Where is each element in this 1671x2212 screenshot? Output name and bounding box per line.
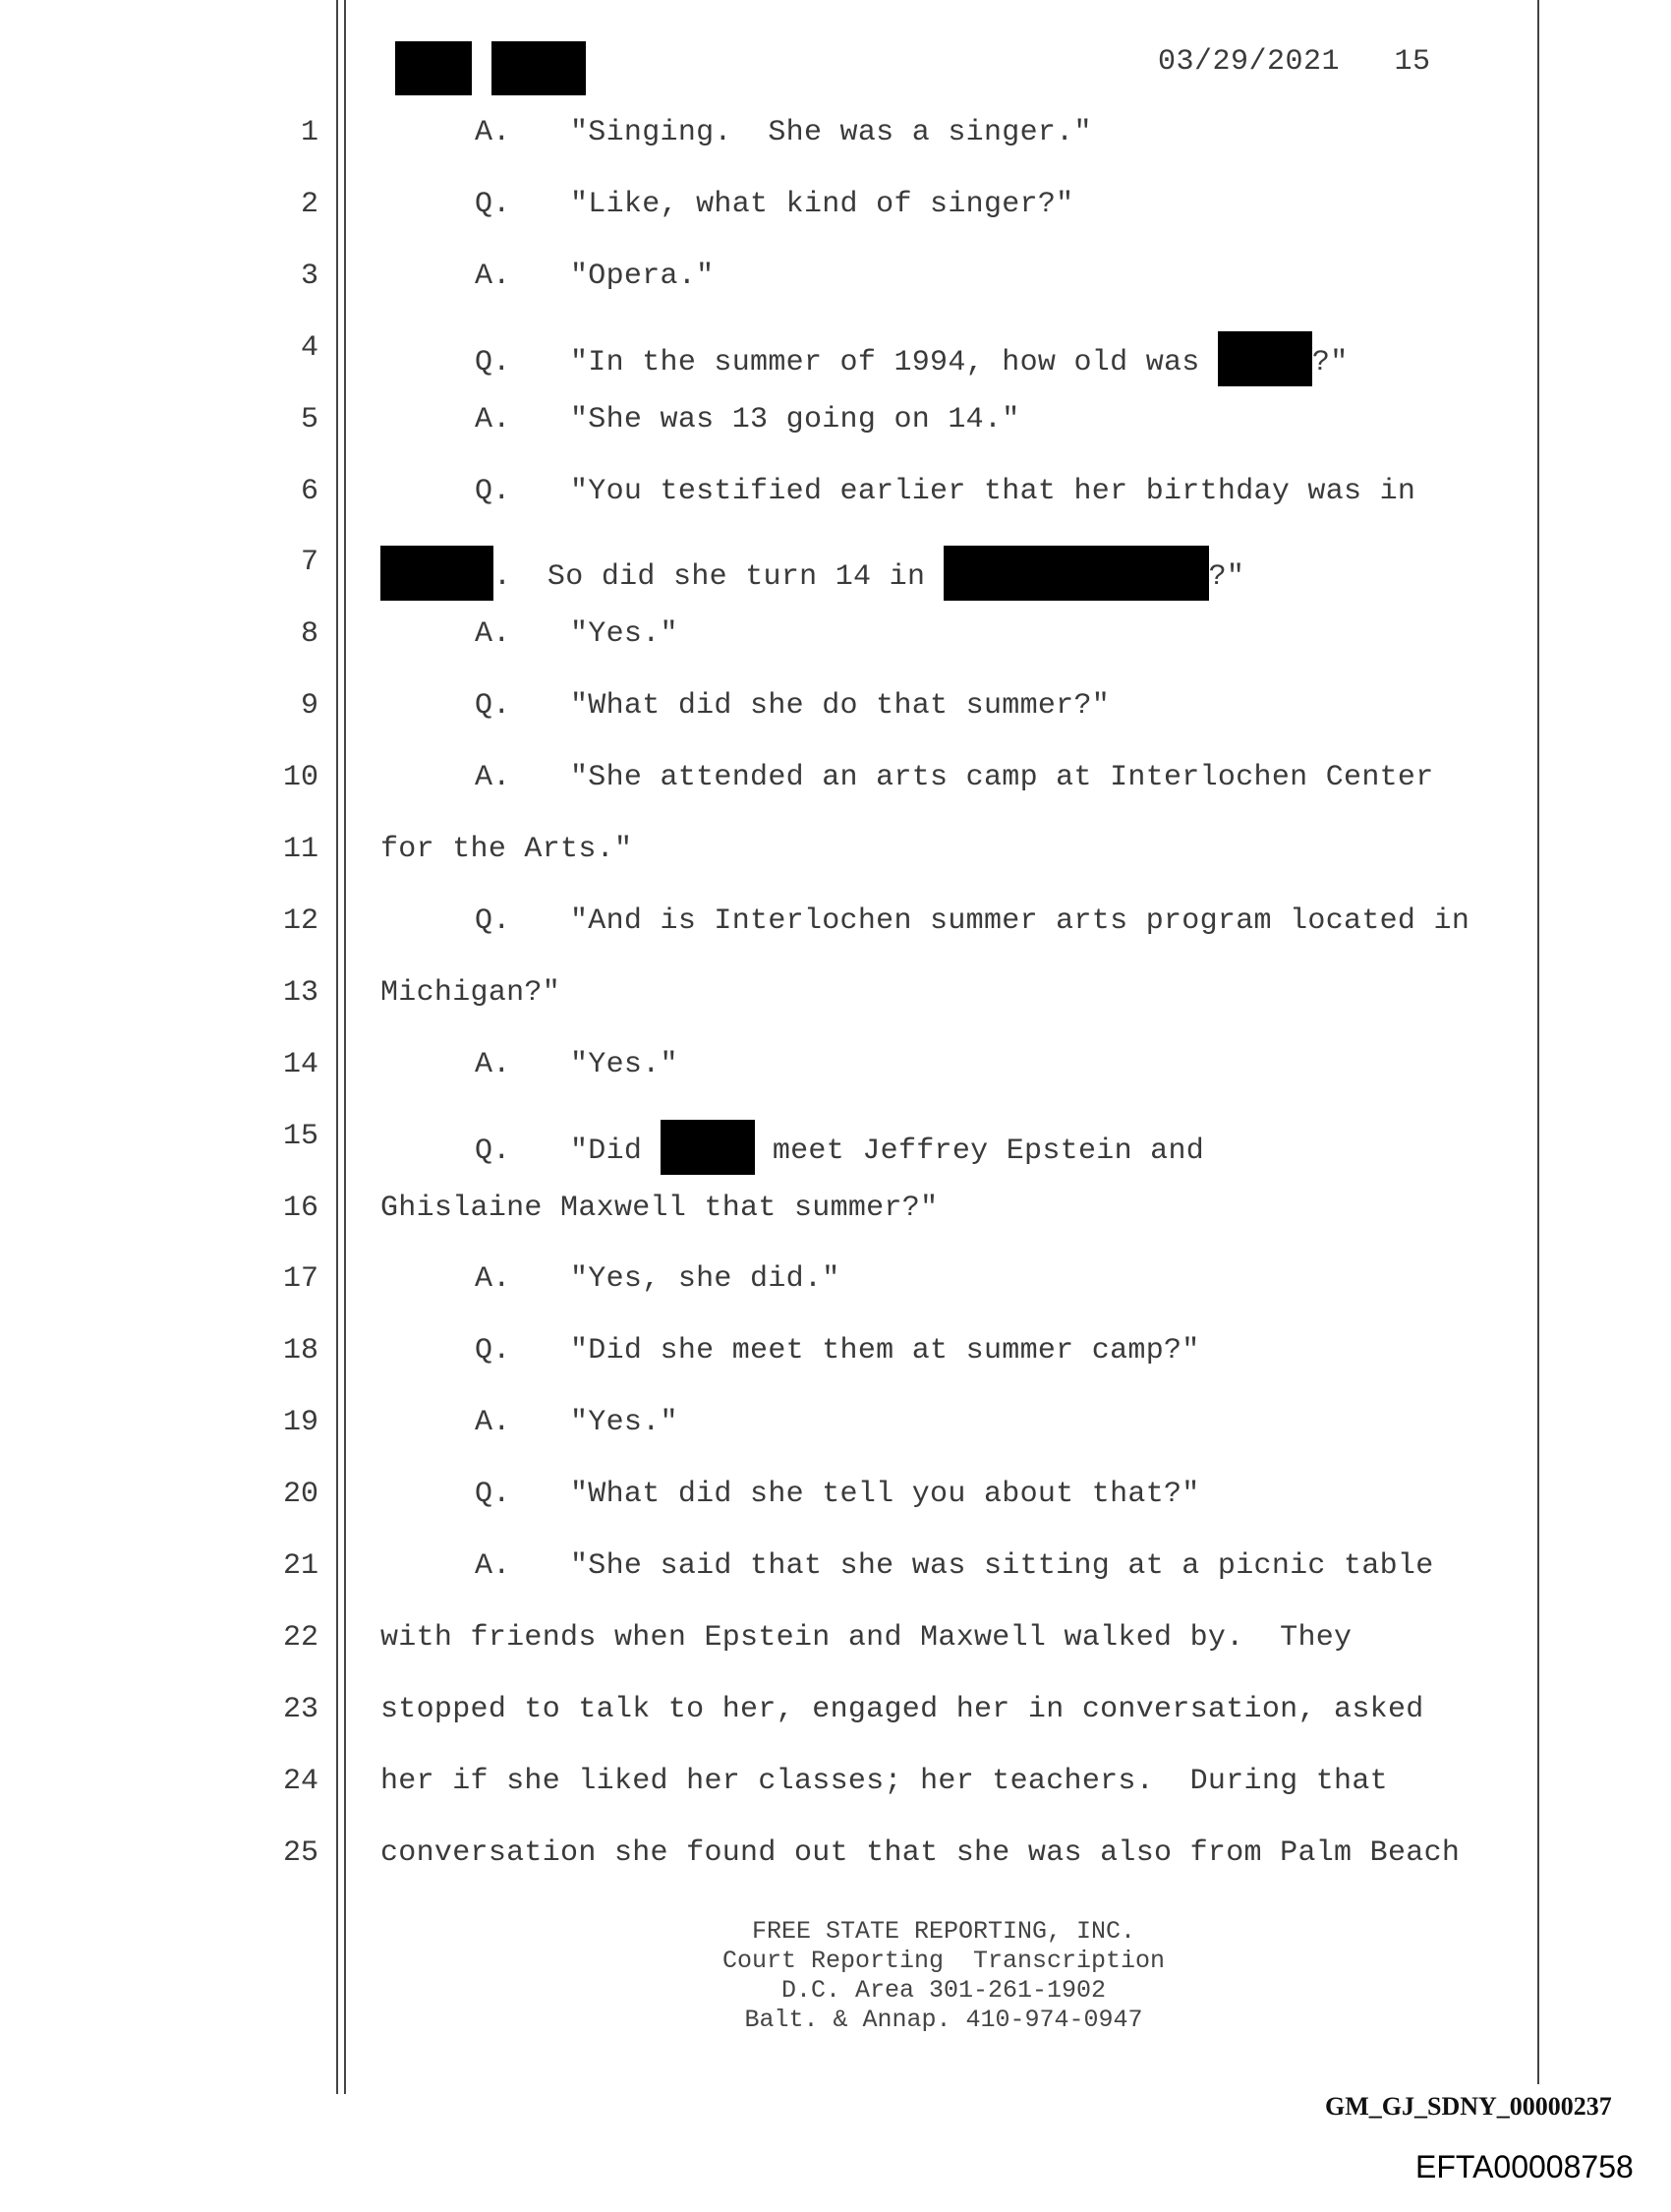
line-text [380, 1192, 938, 1225]
line-text-segment: . So did she turn 14 in [493, 560, 944, 595]
line-text-segment: stopped to talk to her, engaged her in conversation, asked [380, 1692, 1424, 1726]
footer-dc-phone: D.C. Area 301-261-1902 [780, 1976, 1107, 2005]
line-text-segment: Michigan?" [380, 975, 561, 1010]
line-text-segment: "Yes, she did." [570, 1262, 840, 1297]
line-text [380, 546, 1244, 601]
transcript-line [0, 1040, 1671, 1095]
line-number: 21 [282, 1549, 318, 1583]
line-text-segment: "Opera." [570, 259, 715, 293]
transcript-line [0, 681, 1671, 736]
line-text [475, 689, 1110, 723]
transcript-line [0, 252, 1671, 307]
transcript-line [0, 825, 1671, 880]
speaker-label: Q. [475, 1134, 511, 1168]
line-number: 2 [300, 187, 318, 221]
line-number: 18 [282, 1334, 318, 1368]
transcript-line [0, 1829, 1671, 1884]
line-text [475, 1549, 1434, 1583]
line-text [475, 1262, 840, 1296]
transcript-line [0, 1112, 1671, 1167]
line-text [380, 1621, 1352, 1655]
footer-balt-phone: Balt. & Annap. 410-974-0947 [744, 2006, 1143, 2034]
line-text-segment: with friends when Epstein and Maxwell walked by. They [380, 1620, 1353, 1655]
line-text-segment: "She was 13 going on 14." [570, 402, 1020, 437]
speaker-label: A. [475, 1262, 511, 1297]
line-number: 23 [282, 1692, 318, 1726]
line-text-segment: "Did [570, 1134, 661, 1168]
speaker-label: A. [475, 761, 511, 795]
line-text-segment: "Like, what kind of singer?" [570, 187, 1074, 221]
line-text [475, 331, 1349, 386]
line-number: 7 [300, 546, 318, 580]
line-number: 16 [282, 1191, 318, 1225]
transcript-line [0, 323, 1671, 378]
transcript-line [0, 1326, 1671, 1381]
transcript-line [0, 1613, 1671, 1668]
speaker-label: A. [475, 402, 511, 437]
redaction-box [944, 546, 1209, 601]
header-redaction-1 [395, 41, 472, 95]
speaker-label: Q. [475, 689, 511, 724]
transcript-line [0, 1184, 1671, 1239]
line-text-segment: "Did she meet them at summer camp?" [570, 1334, 1200, 1368]
transcript-line [0, 108, 1671, 163]
transcript-line [0, 897, 1671, 952]
line-text [475, 1048, 678, 1081]
line-text-segment: "Yes." [570, 1406, 678, 1440]
transcript-line [0, 610, 1671, 665]
line-text [475, 904, 1469, 938]
line-text [380, 833, 632, 866]
efta-number: EFTA00008758 [1415, 2149, 1634, 2184]
line-number: 20 [282, 1478, 318, 1512]
line-text [475, 1120, 1204, 1175]
line-text [475, 188, 1073, 221]
line-text [475, 475, 1415, 508]
footer-company: FREE STATE REPORTING, INC. [751, 1917, 1136, 1946]
speaker-label: Q. [475, 474, 511, 508]
line-number: 15 [282, 1119, 318, 1153]
footer-services: Court Reporting Transcription [721, 1947, 1166, 1975]
redaction-box [1218, 331, 1312, 386]
line-number: 25 [282, 1835, 318, 1870]
line-number: 17 [282, 1262, 318, 1297]
line-number: 1 [300, 116, 318, 149]
line-text [380, 1765, 1388, 1798]
line-text-segment: Ghislaine Maxwell that summer?" [380, 1191, 939, 1225]
line-number: 4 [300, 330, 318, 365]
line-text-segment: "What did she do that summer?" [570, 689, 1111, 724]
transcript-line [0, 1757, 1671, 1812]
transcript-line [0, 1685, 1671, 1740]
transcript-line [0, 538, 1671, 593]
transcript-line [0, 1470, 1671, 1525]
transcript-line [0, 753, 1671, 808]
redaction-box [380, 546, 493, 601]
redaction-box [661, 1120, 755, 1175]
line-text [475, 761, 1434, 794]
line-number: 10 [282, 761, 318, 795]
line-number: 13 [282, 975, 318, 1010]
line-number: 11 [282, 833, 318, 866]
transcript-line [0, 968, 1671, 1023]
line-text [475, 260, 714, 293]
line-text-segment: "What did she tell you about that?" [570, 1478, 1200, 1512]
line-text [475, 1406, 678, 1439]
speaker-label: A. [475, 617, 511, 652]
line-number: 8 [300, 617, 318, 652]
line-text [475, 617, 678, 651]
line-text [475, 1478, 1200, 1511]
line-text-segment: "You testified earlier that her birthday was in [570, 474, 1416, 508]
line-number: 19 [282, 1406, 318, 1440]
line-text-segment: "Singing. She was a singer." [570, 116, 1092, 149]
line-text-segment: ?" [1208, 560, 1245, 595]
line-text-segment: "She said that she was sitting at a picnic table [570, 1549, 1434, 1583]
line-number: 9 [300, 689, 318, 724]
line-text-segment: her if she liked her classes; her teachers. During that [380, 1764, 1388, 1798]
speaker-label: Q. [475, 187, 511, 221]
line-text [475, 403, 1020, 437]
line-number: 14 [282, 1047, 318, 1081]
transcript-line [0, 1542, 1671, 1597]
bates-number: GM_GJ_SDNY_00000237 [1325, 2092, 1612, 2121]
line-number: 5 [300, 402, 318, 437]
transcript-line [0, 1398, 1671, 1453]
speaker-label: A. [475, 1047, 511, 1081]
line-text-segment: "Yes." [570, 1047, 678, 1081]
speaker-label: Q. [475, 1334, 511, 1368]
speaker-label: A. [475, 1406, 511, 1440]
speaker-label: A. [475, 1549, 511, 1583]
line-text-segment: meet Jeffrey Epstein and [754, 1134, 1205, 1168]
speaker-label: A. [475, 116, 511, 149]
transcript-line [0, 1254, 1671, 1310]
page-number: 15 [1394, 45, 1431, 79]
speaker-label: Q. [475, 1478, 511, 1512]
line-text [380, 1693, 1424, 1726]
line-text-segment: ?" [1311, 345, 1349, 379]
speaker-label: Q. [475, 903, 511, 938]
reporter-footer [629, 1917, 1258, 2035]
line-number: 12 [282, 903, 318, 938]
header-redaction-2 [491, 41, 586, 95]
line-number: 6 [300, 474, 318, 508]
line-text-segment: "In the summer of 1994, how old was [570, 345, 1218, 379]
speaker-label: A. [475, 259, 511, 293]
line-number: 24 [282, 1764, 318, 1798]
header-date-page [1158, 45, 1431, 79]
line-text-segment: "She attended an arts camp at Interlochen Center [570, 761, 1434, 795]
line-number: 3 [300, 259, 318, 293]
line-text-segment: for the Arts." [380, 833, 633, 866]
line-text-segment: "Yes." [570, 617, 678, 652]
transcript-line [0, 180, 1671, 235]
line-number: 22 [282, 1620, 318, 1655]
line-text [475, 116, 1092, 149]
line-text [475, 1334, 1200, 1368]
transcript-date: 03/29/2021 [1158, 45, 1341, 79]
line-text [380, 1836, 1460, 1870]
speaker-label: Q. [475, 345, 511, 379]
transcript-line [0, 395, 1671, 450]
line-text [380, 976, 560, 1010]
line-text-segment: "And is Interlochen summer arts program located in [570, 903, 1470, 938]
line-text-segment: conversation she found out that she was also from Palm Beach [380, 1835, 1461, 1870]
transcript-line [0, 467, 1671, 522]
